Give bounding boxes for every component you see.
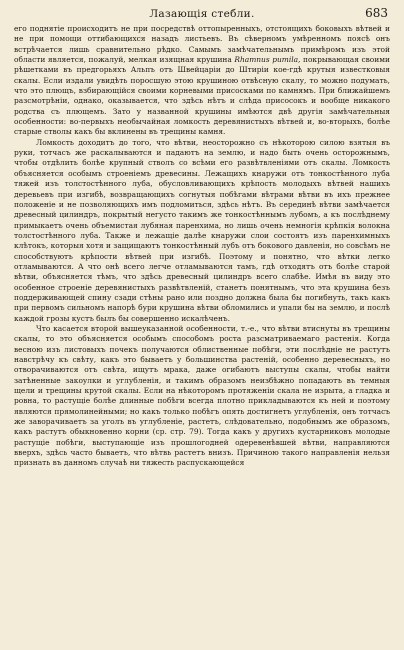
body-text [14,24,390,469]
paragraph-1-text-b: покрывающая своими рѣшетками въ предгорьяхъ Альпъ отъ Швейцаріи до Штиріи кое-гдѣ крутыя известковыя скалы. Если издали увидѣть поросшую этою крушиною отвѣсную скалу, то можно подумать, что это плющъ, взбирающійся своими корневыми присосками по камнямъ. При ближайшемъ разсмотрѣніи, однако, оказывается, что здѣсь нѣтъ и слѣда присосокъ и вообще никакого родства съ плющемъ. Зато у названной крушины имѣются двѣ другія замѣчательныя особенности: во-первыхъ необычайная ломкость деревянистыхъ вѣтвей и, во-вторыхъ, болѣе старые стволы какъ бы вклинены въ трещины камня. [14,55,390,137]
running-header [14,6,390,24]
paragraph-1 [14,24,390,138]
paragraph-2: Ломкость доходитъ до того, что вѣтви, неосторожно съ нѣкоторою силою взятыя въ руки, тотчасъ же раскалываются и падаютъ на землю, и надо быть очень осторожнымъ, чтобы отдѣлить болѣе крупный стволъ со всѣми его развѣтвленіями отъ скалы. Ломкость объясняется особымъ строеніемъ древесины. Лежащихъ кнаружи отъ тонкостѣнного луба тяжей изъ толстостѣнного луба, обусловливающихъ крѣпость молодыхъ вѣтвей нашихъ деревьевъ при изгибѣ, возвращающихъ согнутыя побѣгами вѣтрами вѣтви въ ихъ прежнее положеніе и не позволяющихъ имъ подломиться, здѣсь нѣтъ. Въ серединѣ вѣтви замѣчается древесный цилиндръ, покрытый негусто такимъ же тонкостѣннымъ лубомъ, а къ послѣднему примыкаетъ очень объемистая лубяная паренхима, но лишь очень немногія крѣпкія волокна толстостѣнного луба. Также и лежащіе далѣе кнаружи слои состоятъ изъ паренхимныхъ клѣтокъ, которыя хотя и защищаютъ тонкостѣнный лубъ отъ бокового давленія, но совсѣмъ не способствуютъ крѣпости вѣтвей при изгибѣ. Поэтому и понятно, что вѣтки легко отламываются. А что онѣ всего легче отламываются тамъ, гдѣ отходятъ отъ болѣе старой вѣтви, объясняется тѣмъ, что здѣсь древесный цилиндръ всего слабѣе. Имѣя въ виду это особенное строеніе деревянистыхъ развѣтвленій, станетъ понятнымъ, что эта крушина безъ поддерживающей спину сзади стѣны рано или поздно должна была бы погибнуть, такъ какъ при первомъ сильномъ напорѣ бури крушина вѣтви обломились и упали бы на землю, и послѣ каждой грозы кустъ былъ бы совершенно искалѣченъ. [14,137,390,323]
running-title: Лазающія стебли. [149,8,255,20]
paragraph-1-text-a: его поднятіе происходитъ не при посредствѣ оттопыренныхъ, отстоящихъ боковыхъ вѣтвей и не при помощи оттибающихся назадъ листьевъ. Въ сѣверномъ умѣренномъ поясѣ онъ встрѣчается лишь сравнительно рѣдко. Самымъ замѣчательнымъ примѣромъ изъ этой области является, пожалуй, мелкая изящная крушина [14,24,390,65]
paragraph-3: Что касается второй вышеуказанной особенности, т.-е., что вѣтви втиснуты въ трещины скалы, то это объясняется особымъ способомъ роста разсматриваемаго растенія. Когда весною изъ листовыхъ почекъ получаются облиственные побѣги, эти послѣдніе не растутъ навстрѣчу къ свѣту, какъ это бываетъ у большинства растеній, особенно деревесныхъ, но отворачиваются отъ свѣта, ищутъ мрака, даже огибаютъ выступы скалы, чтобы найти затѣненные закоулки и углубленія, и такимъ образомъ неизбѣжно попадаютъ въ темныя щели и трещины крутой скалы. Если на нѣкоторомъ протяженіи скала не изрыта, а гладка и ровна, то растущіе болѣе длинные побѣги всегда плотно прикладываются къ ней и поэтому являются прямолинейными; но какъ только побѣгъ опять достигнетъ углубленія, онъ тотчасъ же заворачиваетъ за уголъ въ углубленіе, растетъ, слѣдовательно, подобнымъ же образомъ, какъ растутъ обыкновенно корни (ср. стр. 79). Тогда какъ у другихъ кустарниковъ молодые растущіе побѣги, выступающіе изъ прошлогодней одеревенѣвшей вѣтви, направляются вверхъ, здѣсь часто бываетъ, что вѣтвь растетъ внизъ. Причиною такого направленія нельзя признать въ данномъ случаѣ ни тяжесть распускающейся [14,323,390,468]
latin-species-name: Rhamnus pumila, [234,55,301,65]
page-number: 683 [365,6,388,20]
